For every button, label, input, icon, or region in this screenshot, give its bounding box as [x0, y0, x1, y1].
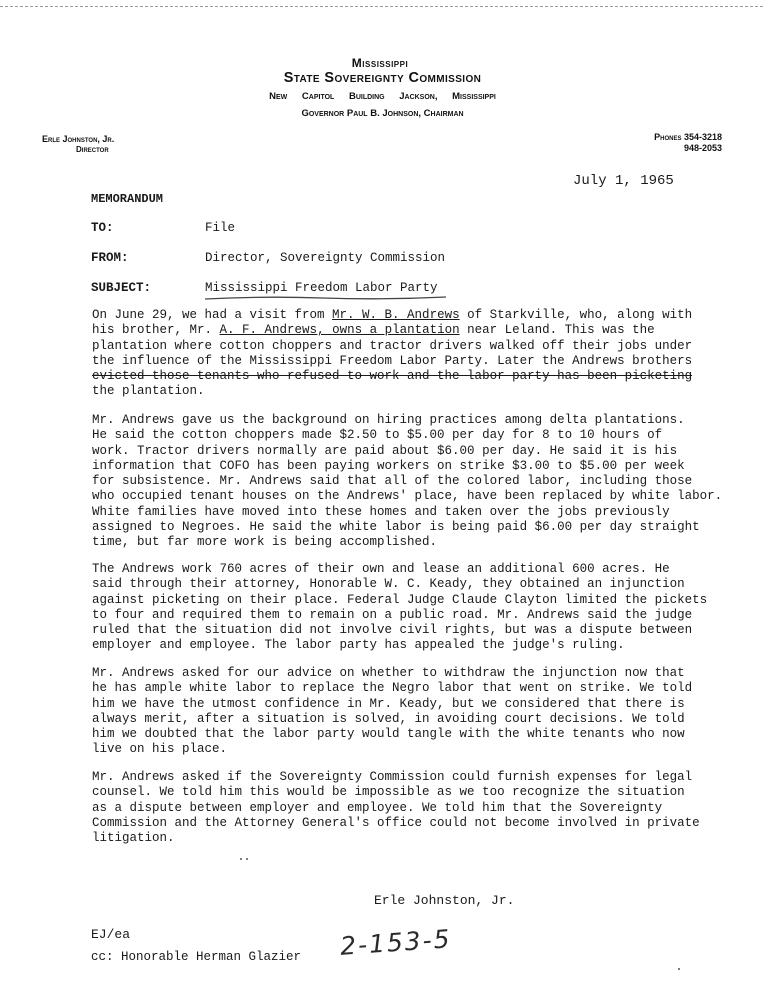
p4-line: him we have the utmost confidence in Mr. Keady, but we considered that there is: [92, 696, 685, 711]
scan-speck: [246, 858, 248, 860]
p2-line: time, but far more work is being accomplished.: [92, 535, 438, 550]
name-a-f-andrews: A. F. Andrews: [219, 323, 318, 338]
p4-line: Mr. Andrews asked for our advice on whether to withdraw the injunction now that: [92, 666, 685, 680]
p5-line: Mr. Andrews asked if the Sovereignty Commission could furnish expenses for legal: [92, 770, 693, 784]
memo-title: MEMORANDUM: [91, 192, 164, 206]
letterhead-director-title: Director: [76, 145, 109, 154]
cc-line: cc: Honorable Herman Glazier: [91, 950, 302, 964]
signature: Erle Johnston, Jr.: [374, 893, 515, 908]
from-value: Director, Sovereignty Commission: [205, 251, 446, 265]
p3-line: against picketing on their place. Federal Judge Claude Clayton limited the pickets: [92, 592, 708, 607]
p2-line: Mr. Andrews gave us the background on hiring practices among delta plantations.: [92, 413, 685, 427]
memo-date: July 1, 1965: [573, 173, 674, 189]
p1-line-6: the plantation.: [92, 384, 205, 399]
paragraph-5: [92, 770, 700, 846]
scan-edge-line: [0, 6, 763, 7]
p2-line: White families have moved into these homes and taken over the jobs previously: [92, 504, 670, 519]
scan-speck: [678, 968, 680, 970]
p2-line: for subsistence. Mr. Andrews said that all of the colored labor, including those: [92, 474, 693, 489]
p2-line: He said the cotton choppers made $2.50 to $5.00 per day for 8 to 10 hours of: [92, 428, 663, 443]
p5-line: litigation.: [92, 831, 175, 846]
letterhead-commission: State Sovereignty Commission: [283, 70, 482, 86]
letterhead-governor: Governor Paul B. Johnson, Chairman: [301, 108, 464, 119]
p2-line: assigned to Negroes. He said the white labor is being paid $6.00 per day straight: [92, 520, 700, 535]
p1-line-1: On June 29, we had a visit from Mr. W. B. Andrews of Starkville, who, along with: [92, 308, 693, 322]
p3-line: ruled that the situation did not involve civil rights, but was a dispute between: [92, 623, 693, 638]
p2-line: information that COFO has been paying workers on strike $3.00 to $5.00 per week: [92, 458, 685, 473]
letterhead-phones-2: 948-2053: [683, 143, 722, 153]
handwritten-file-number: 2-153-5: [339, 924, 453, 961]
p1-line-2: his brother, Mr. A. F. Andrews, owns a plantation near Leland. This was the: [92, 323, 655, 338]
letterhead-director-name: Erle Johnston, Jr.: [42, 134, 115, 144]
subject-value: Mississippi Freedom Labor Party: [205, 281, 438, 295]
p3-line: employer and employee. The labor party has appealed the judge's ruling.: [92, 638, 625, 653]
p2-line: work. Tractor drivers normally are paid about $6.00 per day. He said it is his: [92, 443, 678, 458]
p3-line: The Andrews work 760 acres of their own and lease an additional 600 acres. He: [92, 562, 670, 576]
name-w-b-andrews: Mr. W. B. Andrews: [332, 308, 460, 322]
p4-line: he has ample white labor to replace the Negro labor that went on strike. We told: [92, 681, 693, 696]
p5-line: Commission and the Attorney General's office could not become involved in private: [92, 815, 700, 830]
scan-speck: [240, 858, 242, 860]
subject-label: SUBJECT:: [91, 281, 152, 295]
from-label: FROM:: [91, 251, 129, 265]
to-label: TO:: [91, 221, 114, 235]
subject-underline-mark: [203, 295, 448, 301]
paragraph-1: [92, 308, 692, 400]
p5-line: counsel. We told him this would be impossible as we too recognize the situation: [92, 785, 685, 800]
p2-line: who occupied tenant houses on the Andrews' place, have been replaced by white labor.: [92, 489, 723, 504]
typist-initials: EJ/ea: [91, 927, 131, 942]
p1-line-4: the influence of the Mississippi Freedom Labor Party. Later the Andrews brothers: [92, 353, 693, 368]
p3-line: to four and required them to remain on a public road. Mr. Andrews said the judge: [92, 607, 693, 622]
p4-line: always merit, after a situation is solved, in avoiding court decisions. We told: [92, 711, 685, 726]
to-value: File: [205, 221, 236, 235]
p1-line-3: plantation where cotton choppers and tractor drivers walked off their jobs under: [92, 338, 693, 353]
paragraph-3: [92, 562, 707, 654]
paragraph-4: [92, 666, 692, 758]
p4-line: him we doubted that the labor party would tangle with the white tenants who now: [92, 727, 685, 742]
p5-line: as a dispute between employer and employee. We told him that the Sovereignty: [92, 800, 663, 815]
letterhead-address: New Capitol Building Jackson, Mississippi: [269, 91, 496, 102]
p4-line: live on his place.: [92, 742, 228, 757]
p3-line: said through their attorney, Honorable W. C. Keady, they obtained an injunction: [92, 577, 685, 592]
p1-line-5: evicted those tenants who refused to work and the labor party has been picketing: [92, 369, 693, 384]
paragraph-2: [92, 413, 722, 551]
letterhead-phones-1: Phones 354-3218: [654, 132, 722, 142]
letterhead-state: Mississippi: [351, 56, 409, 70]
